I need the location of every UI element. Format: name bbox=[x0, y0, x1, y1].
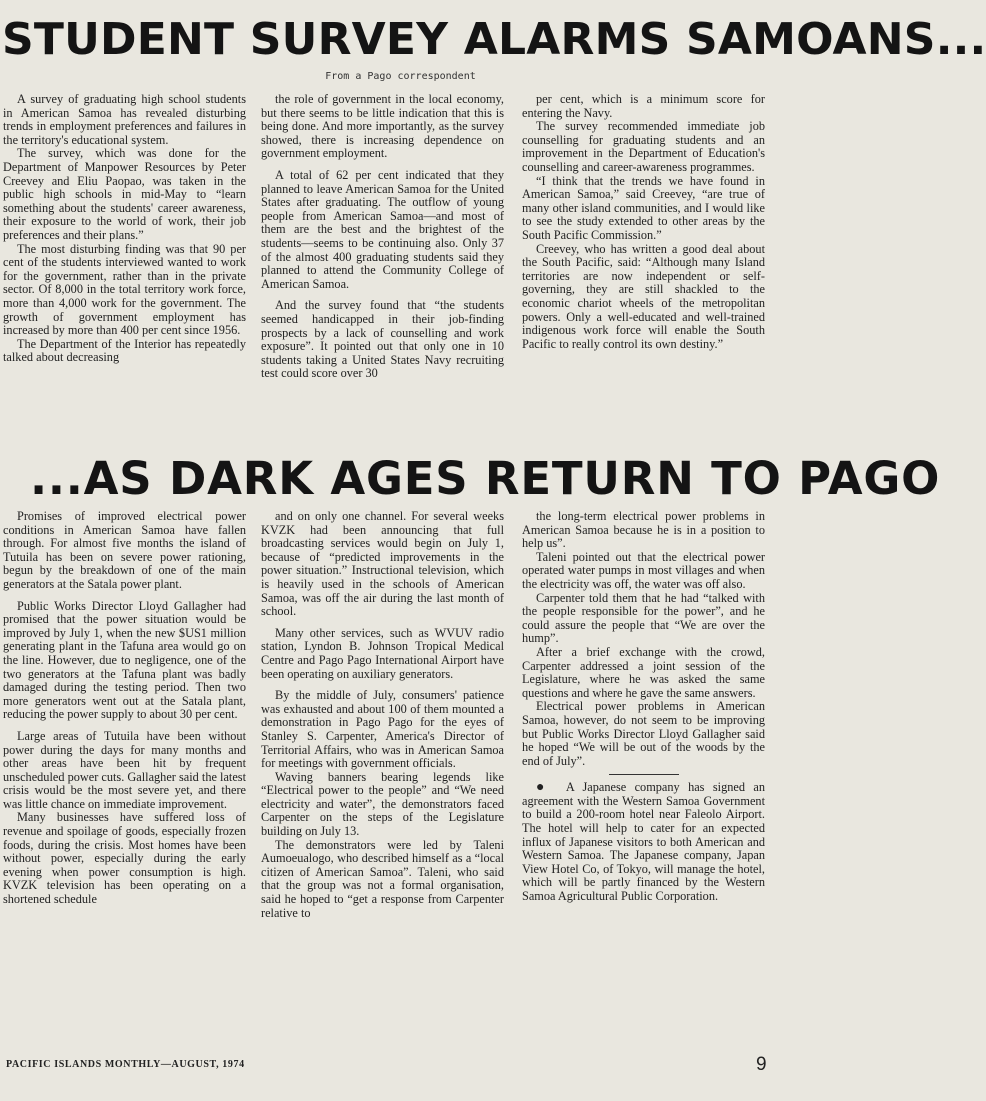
paragraph: Promises of improved electrical power conditions in American Samoa have fallen through. For almost five months the island of Tutuila has been on severe power rationing, begun by the breakdown of one of the main generators at the Satala power plant. bbox=[3, 509, 246, 591]
paragraph: per cent, which is a minimum score for entering the Navy. bbox=[522, 92, 765, 120]
paragraph: After a brief exchange with the crowd, Carpenter addressed a joint session of the Legislature, where he was asked the same questions and where he gave the same answers. bbox=[522, 644, 765, 700]
article1-column-2 bbox=[261, 93, 504, 381]
paragraph: Creevey, who has written a good deal about the South Pacific, said: “Although many Island territories are now independent or self-governing, they are still shackled to the economic chariot wheels of the metropolitan powers. Only a well-educated and well-trained indigenous work force will enable the South Pacific to really control its own destiny.” bbox=[522, 241, 765, 351]
paragraph: the role of government in the local economy, but there seems to be little indication that this is being done. And more importantly, as the survey showed, there is increasing dependence on government employment. bbox=[261, 92, 504, 161]
paragraph: The demonstrators were led by Taleni Aumoeualogo, who described himself as a “local citizen of American Samoa”. Taleni, who said that the group was not a formal organisation, said he hoped to “get a response from Carpenter relative to bbox=[261, 837, 504, 920]
paragraph: The survey recommended immediate job counselling for graduating students and an improvement in the Department of Education's counselling and career-awareness programmes. bbox=[522, 119, 765, 174]
divider bbox=[609, 774, 679, 775]
article2-column-1 bbox=[3, 510, 246, 907]
article2-column-3 bbox=[522, 510, 765, 904]
publication-footer: PACIFIC ISLANDS MONTHLY—AUGUST, 1974 bbox=[6, 1059, 245, 1070]
paragraph: “I think that the trends we have found in American Samoa,” said Creevey, “are true of many other island communities, and I would like to see the study extended to other areas by the South Pacific Commission.” bbox=[522, 173, 765, 242]
news-brief bbox=[522, 781, 765, 903]
article2-headline: ...AS DARK AGES RETURN TO PAGO bbox=[30, 452, 941, 505]
paragraph: And the survey found that “the students seemed handicapped in their job-finding prospects by a lack of counselling and work exposure”. It pointed out that only one in 10 students taking a United States Navy recruiting test could score over 30 bbox=[261, 298, 504, 381]
paragraph: The Department of the Interior has repeatedly talked about decreasing bbox=[3, 336, 246, 365]
paragraph: Electrical power problems in American Samoa, however, do not seem to be improving but Public Works Director Lloyd Gallagher said he hoped “We will be out of the woods by the end of July”. bbox=[522, 699, 765, 768]
bullet-icon: ● bbox=[536, 780, 550, 796]
page-number: 9 bbox=[756, 1054, 767, 1075]
paragraph: Taleni pointed out that the electrical power operated water pumps in most villages and when the electricity was off, the water was off also. bbox=[522, 549, 765, 591]
paragraph: Waving banners bearing legends like “Electrical power to the people” and “We need electricity and water”, the demonstrators faced Carpenter on the steps of the Legislature building on July 13. bbox=[261, 769, 504, 839]
article1-headline: STUDENT SURVEY ALARMS SAMOANS... bbox=[2, 14, 986, 65]
paragraph: Public Works Director Lloyd Gallagher had promised that the power situation would be improved by July 1, when the new $US1 million generating plant in the Tafuna area would go on the line. However, due to negligence, one of the two generators at the Tafuna plant was badly damaged during the testing period. Then two more generators went out at the Satala plant, reducing the power supply to about 30 per cent. bbox=[3, 598, 246, 722]
brief-text: A Japanese company has signed an agreement with the Western Samoa Government to build a 200-room hotel near Faleolo Airport. The hotel will help to cater for an expected influx of Japanese visitors to both American and Western Samoa. The Japanese company, Japan View Hotel Co, of Tokyo, will manage the hotel, which will be partly financed by the Western Samoa Agricultural Public Corporation. bbox=[522, 780, 765, 904]
article1-column-3 bbox=[522, 93, 765, 351]
article2-column-2 bbox=[261, 510, 504, 920]
paragraph: the long-term electrical power problems in American Samoa because he is in a position to help us”. bbox=[522, 509, 765, 551]
paragraph: and on only one channel. For several weeks KVZK had been announcing that full broadcasting services would begin on July 1, because of “predicted improvements in the power situation.” Instructional television, which is heavily used in the schools of American Samoa, was off the air during the last month of school. bbox=[261, 509, 504, 619]
paragraph: By the middle of July, consumers' patience was exhausted and about 100 of them mounted a demonstration in Pago Pago for the eyes of Stanley S. Carpenter, America's Director of Territorial Affairs, who was in American Samoa for meetings with government officials. bbox=[261, 688, 504, 771]
paragraph: The survey, which was done for the Department of Manpower Resources by Peter Creevey and Eliu Paopao, was taken in the public high schools in mid-May to “learn something about the students' career awareness, their exposure to the world of work, their job preferences and their plans.” bbox=[3, 146, 246, 242]
paragraph: Many businesses have suffered loss of revenue and spoilage of goods, especially frozen foods, during the crisis. Most homes have been without power, especially during the early evening when power consumption is high. KVZK television has been operating on a shortened schedule bbox=[3, 810, 246, 907]
paragraph: The most disturbing finding was that 90 per cent of the students interviewed wanted to work for the government, rather than in the private sector. Of 8,000 in the total territory work force, more than 4,000 work for the government. The growth of government employment has increased by more than 400 per cent since 1956. bbox=[3, 241, 246, 338]
paragraph: Large areas of Tutuila have been without power during the days for many months and other areas have been hit by frequent unscheduled power cuts. Gallagher said the latest crisis would be the most severe yet, and there was little chance on immediate improvement. bbox=[3, 728, 246, 811]
paragraph: A total of 62 per cent indicated that they planned to leave American Samoa for the United States after graduating. The outflow of young people from American Samoa—and most of them are the best and the brightest of the students—seems to be continuing also. Only 37 of the almost 400 graduating students said they planned to attend the Community College of American Samoa. bbox=[261, 167, 504, 291]
article1-column-1 bbox=[3, 93, 246, 365]
article1-byline: From a Pago correspondent bbox=[325, 71, 476, 82]
paragraph: Many other services, such as WVUV radio station, Lyndon B. Johnson Tropical Medical Centre and Pago Pago International Airport have been operating on auxiliary generators. bbox=[261, 625, 504, 681]
paragraph: A survey of graduating high school students in American Samoa has revealed disturbing trends in employment preferences and failures in the territory's educational system. bbox=[3, 92, 246, 147]
paragraph: Carpenter told them that he had “talked with the people responsible for the power”, and he could assure the people that “We are over the hump”. bbox=[522, 590, 765, 646]
